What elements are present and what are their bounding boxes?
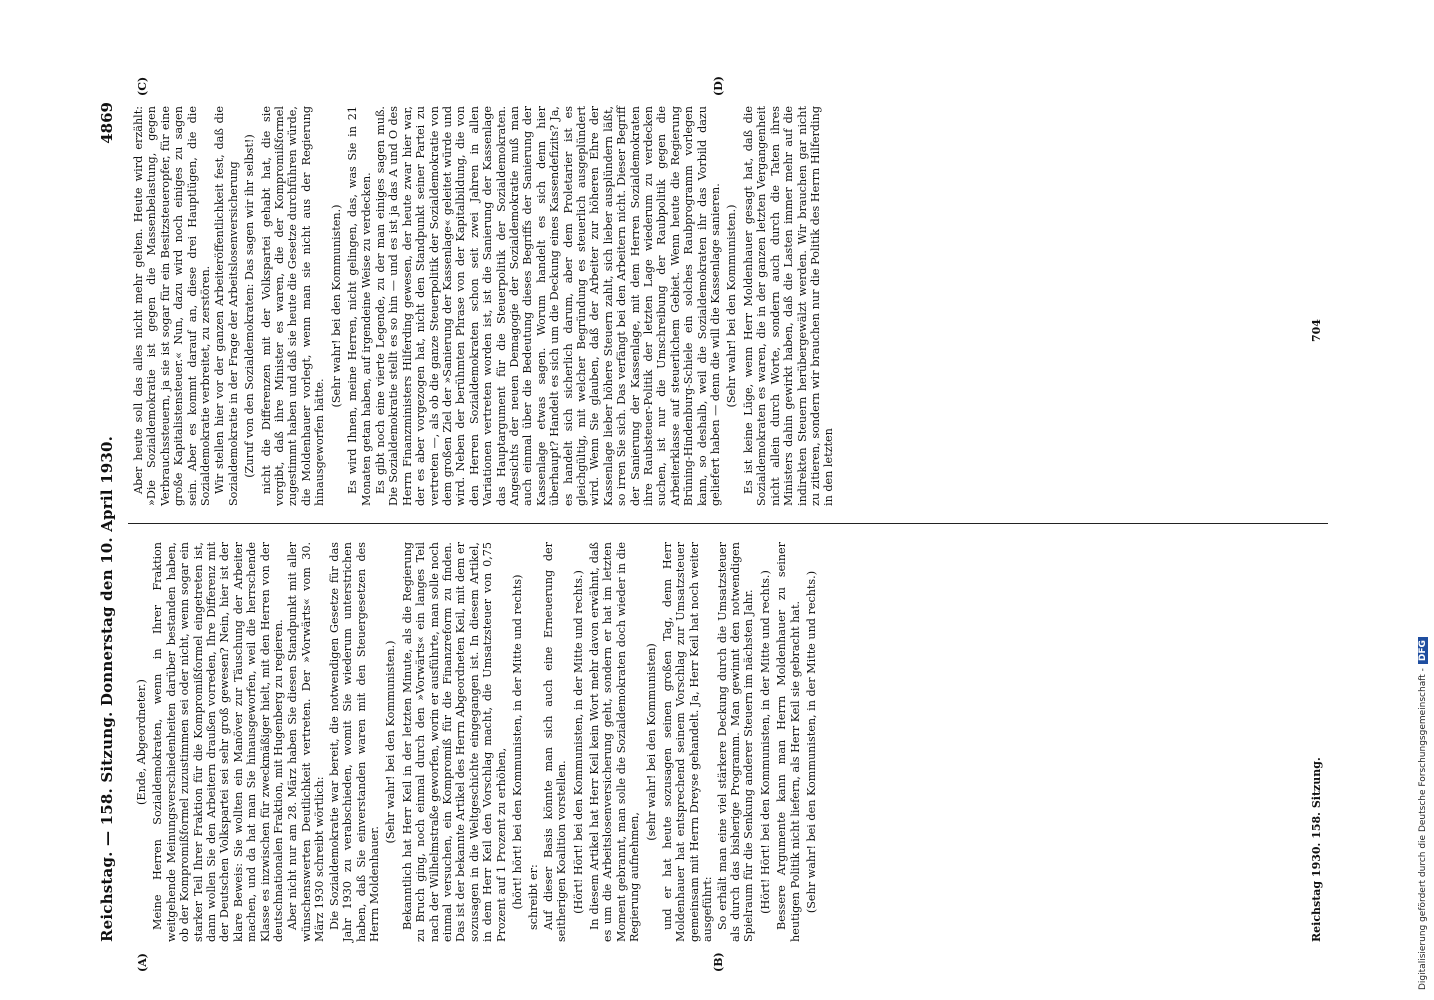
right-column <box>132 106 837 506</box>
paragraph: So erhält man eine viel stärkere Deckung durch die Umsatzsteuer als durch das bisherige Programm. Man gewinnt den notwendigen Spielraum für die Senkung anderer Steuern im nächsten Jahr. <box>715 542 756 942</box>
paragraph: (Sehr wahr! bei den Kommunisten, in der Mitte und rechts.) <box>805 570 819 914</box>
footer-session: Reichstag 1930. 158. Sitzung. <box>1310 757 1323 942</box>
paragraph: (Zuruf von den Sozialdemokraten: Das sagen wir ihr selbst!) <box>243 134 257 478</box>
paragraph: Die Sozialdemokratie war bereit, die notwendigen Gesetze für das Jahr 1930 zu verabschieden, womit Sie wiederum unterstrichen haben, daß Sie einverstanden waren mit den Steuergesetzen des Herrn Moldenhauer. <box>327 542 381 942</box>
dfg-credit <box>1418 637 1428 990</box>
paragraph: und er hat heute sozusagen seinen großen Tag, denn Herr Moldenhauer hat entsprechend seinem Vorschlag zur Umsatzsteuer gemeinsam mit Herrn Dreyse gehandelt. Ja, Herr Keil hat noch weiter ausgeführt: <box>661 542 715 942</box>
page-number: 4869 <box>98 102 116 144</box>
paragraph: nicht die Differenzen mit der Volkspartei gehabt hat, die sie vorgibt, daß ihre Minister es waren, die der Kompromißformel zugestimmt haben und daß sie heute die Gesetze durchführen würde, die Moldenhauer vorlegt, wenn man sie nicht aus der Regierung hinausgeworfen hätte. <box>259 106 327 506</box>
paragraph: Wir stellen hier vor der ganzen Arbeiteröffentlichkeit fest, daß die Sozialdemokratie in der Frage der Arbeitslosenversicherung <box>213 106 240 506</box>
paragraph: Bessere Argumente kann man Herrn Moldenhauer zu seiner heutigen Politik nicht liefern, als Herr Keil sie gebracht hat. <box>775 542 802 942</box>
paragraph: Aber heute soll das alles nicht mehr gelten. Heute wird erzählt: »Die Sozialdemokratie ist gegen die Massenbelastung, gegen Verbrauchssteuern, ja sie ist sogar für ein Besitzsteueropfer, für eine große Kapitalistensteuer.« Nun, dazu wird noch einiges zu sagen sein. Aber es kommt darauf an, diese drei Hauptlügen, die die Sozialdemokratie verbreitet, zu zerstören. <box>132 106 213 506</box>
paragraph: Es ist keine Lüge, wenn Herr Moldenhauer gesagt hat, daß die Sozialdemokraten es waren, die in der ganzen letzten Vergangenheit nicht allein durch Worte, sondern auch durch die Taten ihres Ministers dahin gewirkt haben, daß die Lasten immer mehr auf die indirekten Steuern herübergewälzt werden. Wir brauchen gar nicht zu zitieren, sondern wir brauchen nur die Politik des Herrn Hilferding in den letzten <box>741 106 836 506</box>
page-header <box>92 102 126 942</box>
paragraph: (Sehr wahr! bei den Kommunisten.) <box>384 640 398 844</box>
column-divider <box>128 523 1328 524</box>
paragraph: Es wird Ihnen, meine Herren, nicht gelingen, das, was Sie in 21 Monaten getan haben, auf irgendeine Weise zu verdecken. <box>346 106 373 506</box>
paragraph: (sehr wahr! bei den Kommunisten) <box>644 643 658 841</box>
header-title: Reichstag. — 158. Sitzung. Donnerstag den 10. April 1930. <box>98 435 116 942</box>
paragraph: Meine Herren Sozialdemokraten, wenn in Ihrer Fraktion weitgehende Meinungsverschiedenheiten darüber bestanden haben, ob der Kompromißformel zuzustimmen sei oder nicht, wenn sogar ein starker Teil Ihrer Fraktion für die Kompromißformel eingetreten ist, dann wollen Sie den Arbeitern draußen vorreden, Ihre Differenz mit der Deutschen Volkspartei sei sehr groß gewesen? Nein, hier ist der klare Beweis: Sie wollten ein Manöver zur Täuschung der Arbeiter machen, und da hat man Sie hinausgeworfen, weil die herrschende Klasse es inzwischen für zweckmäßiger hielt, mit den Herren von der deutschnationalen Fraktion, mit Hugenberg zu regieren. <box>151 542 286 942</box>
paragraph: In diesem Artikel hat Herr Keil kein Wort mehr davon erwähnt, daß es um die Arbeitslosenversicherung geht, sondern er hat im letzten Moment gebrannt, man solle die Sozialdemokraten doch wieder in die Regierung aufnehmen, <box>588 542 642 942</box>
dfg-logo-icon: DFG <box>1418 637 1428 664</box>
paragraph: (Hört! Hört! bei den Kommunisten, in der Mitte und rechts.) <box>758 570 772 914</box>
margin-marker-d: (D) <box>712 76 725 96</box>
paragraph: schreibt er: <box>527 864 541 930</box>
rotated-page <box>92 76 1392 972</box>
paragraph: (Sehr wahr! bei den Kommunisten.) <box>725 204 739 408</box>
footer-signature: 704 <box>1310 319 1323 342</box>
paragraph: (Ende, Abgeordneter.) <box>135 679 148 805</box>
margin-marker-c: (C) <box>136 76 149 96</box>
margin-marker-a: (A) <box>136 953 149 972</box>
margin-marker-b: (B) <box>712 952 725 972</box>
paragraph: (Sehr wahr! bei den Kommunisten.) <box>329 204 343 408</box>
dfg-credit-text: Digitalisierung gefördert durch die Deutsche Forschungsgemeinschaft - <box>1418 668 1428 990</box>
paragraph: Aber nicht nur am 28. März haben Sie diesen Standpunkt mit aller wünschenswerten Deutlichkeit vertreten. Der »Vorwärts« vom 30. März 1930 schreibt wörtlich: <box>286 542 327 942</box>
paragraph: Auf dieser Basis könnte man sich auch eine Erneuerung der seitherigen Koalition vorstellen. <box>541 542 569 942</box>
paragraph: (Hört! Hört! bei den Kommunisten, in der Mitte und rechts.) <box>571 570 585 914</box>
paragraph: Es gibt noch eine vierte Legende, zu der man einiges sagen muß. Die Sozialdemokratie stellt es so hin — und es ist ja das A und O des Herrn Finanzministers Hilferding gewesen, der heute zwar hier war, der es aber vorgezogen hat, nicht den Standpunkt seiner Partei zu vertreten —, als ob die ganze Steuerpolitik der Sozialdemokratie von dem großen Ziel der »Sanierung der Kassenlage« geleitet würde und wird. Neben der berühmten Phrase von der Kapitalbildung, die von den Herren Sozialdemokraten schon seit zwei Jahren in allen Variationen vertreten worden ist, ist die Sanierung der Kassenlage das Hauptargument für die Steuerpolitik der Sozialdemokraten. Angesichts der neuen Demagogie der Sozialdemokratie muß man auch einmal über die Bedeutung dieses Begriffs der Sanierung der Kassenlage etwas sagen. Worum handelt es sich denn hier überhaupt? Handelt es sich um die Deckung eines Kassendefizits? Ja, es handelt sich sicherlich darum, aber dem Proletarier ist es gleichgültig, mit welcher Begründung es steuerlich ausgeplündert wird. Wenn Sie glauben, daß der Arbeiter zur höheren Ehre der Kassenlage lieber höhere Steuern zahlt, sich lieber ausplündern läßt, so irren Sie sich. Das verfängt bei den Arbeitern nicht. Dieser Begriff der Sanierung der Kassenlage, mit dem Herren Sozialdemokraten ihre Raubsteuer-Politik der letzten Lage wiederum zu verdecken suchen, ist nur die Umschreibung der Raubpolitik gegen die Arbeiterklasse auf steuerlichem Gebiet. Wenn heute die Regierung Brüning-Hindenburg-Schiele ein solches Raubprogramm vorlegen kann, so deshalb, weil die Sozialdemokraten ihr das Vorbild dazu geliefert haben — denn die will die Kassenlage sanieren. <box>373 106 723 506</box>
paragraph: (hört! hört! bei den Kommunisten, in der Mitte und rechts) <box>510 574 524 910</box>
paragraph: Bekanntlich hat Herr Keil in der letzten Minute, als die Regierung zu Bruch ging, noch einmal durch den »Vorwärts« ein langes Teil nach der Wilhelmstraße geworfen, worin er ausführte, man solle noch einmal versuchen, ein Kompromiß für die Finanzreform zu finden. Das ist der bekannte Artikel des Herrn Abgeordneten Keil, mit dem er sozusagen in die Weltgeschichte eingegangen ist. In diesem Artikel, in dem Herr Keil den Vorschlag macht, die Umsatzsteuer von 0,75 Prozent auf 1 Prozent zu erhöhen, <box>400 542 508 942</box>
left-column <box>132 542 822 942</box>
